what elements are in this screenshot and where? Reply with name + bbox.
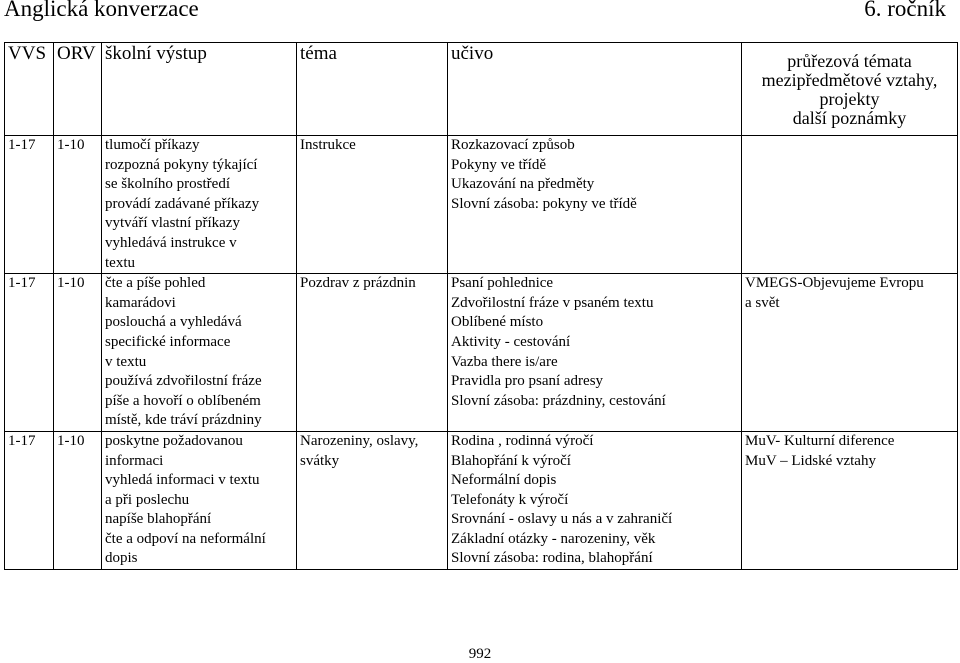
text-line: informaci (105, 452, 164, 469)
content-cell (448, 136, 742, 274)
topic-cell (297, 274, 448, 432)
topic-cell (297, 431, 448, 569)
text-line: specifické informace (105, 333, 231, 350)
orv-cell (54, 136, 102, 274)
text-line: 1-17 (8, 137, 36, 153)
outcome-cell (102, 274, 297, 432)
text-line: poslouchá a vyhledává (105, 314, 242, 331)
text-line: používá zdvořilostní fráze (105, 373, 262, 390)
section-row (5, 431, 958, 569)
col-cross (742, 43, 958, 136)
page-number: 992 (468, 646, 492, 662)
text-line: Neformální dopis (451, 472, 557, 489)
text-line: tlumočí příkazy (105, 137, 200, 153)
text-line: Pozdrav z prázdnin (300, 275, 416, 292)
header-row (5, 43, 958, 136)
text-line: Základní otázky - narozeniny, věk (451, 530, 656, 547)
text-line: svátky (300, 452, 340, 469)
text-line: napíše blahopřání (105, 511, 212, 528)
content-cell (448, 431, 742, 569)
text-line: 1-10 (57, 275, 85, 292)
text-line: Aktivity - cestování (451, 333, 571, 350)
text-line: a při poslechu (105, 491, 190, 508)
col-cross-line: další poznámky (792, 108, 907, 128)
text-line: VMEGS-Objevujeme Evropu (745, 275, 924, 292)
text-line: rozpozná pokyny týkající (105, 156, 258, 173)
text-line: místě, kde tráví prázdniny (105, 412, 262, 429)
text-line: 1-17 (8, 432, 36, 449)
col-outcome: školní výstup (102, 43, 297, 136)
col-vvs: VVS (5, 43, 54, 136)
text-line: vyhledá informaci v textu (105, 472, 260, 489)
text-line: a svět (745, 294, 780, 311)
topic-cell (297, 136, 448, 274)
text-line: 1-10 (57, 137, 85, 153)
cross-cell (742, 431, 958, 569)
text-line: Slovní zásoba: prázdniny, cestování (451, 392, 666, 409)
col-content: učivo (448, 43, 742, 136)
orv-cell (54, 431, 102, 569)
grade-title: 6. ročník (864, 0, 946, 21)
text-line: textu (105, 254, 135, 271)
outcome-cell (102, 136, 297, 274)
text-line: 1-17 (8, 275, 36, 292)
text-line: Oblíbené místo (451, 314, 544, 331)
curriculum-table (4, 42, 958, 570)
text-line: Telefonáty k výročí (451, 491, 569, 508)
text-line: v textu (105, 353, 147, 370)
col-cross-line: projekty (819, 89, 880, 109)
outcome-cell (102, 431, 297, 569)
col-topic: téma (297, 43, 448, 136)
text-line: Zdvořilostní fráze v psaném textu (451, 294, 654, 311)
subject-title: Anglická konverzace (4, 0, 199, 21)
vvs-cell (5, 431, 54, 569)
text-line: Rozkazovací způsob (451, 137, 575, 153)
cross-cell (742, 274, 958, 432)
text-line: MuV – Lidské vztahy (745, 452, 876, 469)
col-cross-line: průřezová témata (787, 51, 912, 71)
text-line: Narozeniny, oslavy, (300, 432, 419, 449)
content-cell (448, 274, 742, 432)
text-line: dopis (105, 550, 138, 567)
text-line: Blahopřání k výročí (451, 452, 571, 469)
vvs-cell (5, 136, 54, 274)
text-line: 1-10 (57, 432, 85, 449)
text-line: vytváří vlastní příkazy (105, 215, 240, 232)
cross-cell (742, 136, 958, 274)
text-line: Pokyny ve třídě (451, 156, 546, 173)
text-line: Rodina , rodinná výročí (451, 432, 594, 449)
text-line: Slovní zásoba: pokyny ve třídě (451, 195, 637, 212)
text-line: vyhledává instrukce v (105, 234, 237, 251)
text-line: MuV- Kulturní diference (745, 432, 895, 449)
section-row (5, 136, 958, 274)
text-line: píše a hovoří o oblíbeném (105, 392, 261, 409)
text-line: se školního prostředí (105, 176, 230, 193)
col-cross-line: mezipředmětové vztahy, (761, 70, 938, 90)
orv-cell (54, 274, 102, 432)
vvs-cell (5, 274, 54, 432)
text-line: poskytne požadovanou (105, 432, 243, 449)
text-line: Slovní zásoba: rodina, blahopřání (451, 550, 653, 567)
text-line: Instrukce (300, 137, 356, 153)
text-line: Ukazování na předměty (451, 176, 595, 193)
text-line: provádí zadávané příkazy (105, 195, 260, 212)
text-line: čte a píše pohled (105, 275, 206, 292)
section-row (5, 274, 958, 432)
text-line: kamarádovi (105, 294, 176, 311)
text-line: čte a odpoví na neformální (105, 530, 266, 547)
text-line: Srovnání - oslavy u nás a v zahraničí (451, 511, 673, 528)
text-line: Pravidla pro psaní adresy (451, 373, 604, 390)
text-line: Psaní pohlednice (451, 275, 554, 292)
col-orv: ORV (54, 43, 102, 136)
text-line: Vazba there is/are (451, 353, 558, 370)
